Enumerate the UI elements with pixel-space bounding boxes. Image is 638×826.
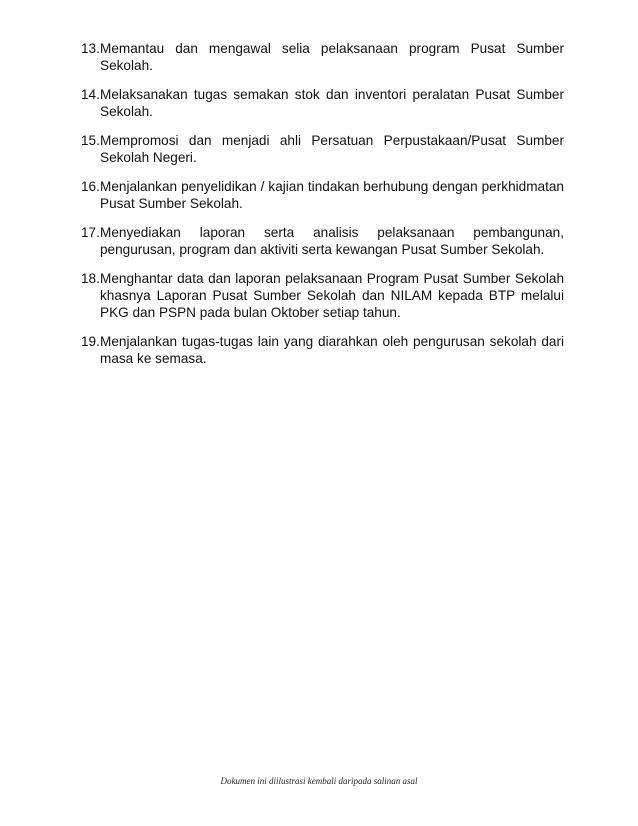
item-text: Mempromosi dan menjadi ahli Persatuan Perpustakaan/Pusat Sumber Sekolah Negeri. xyxy=(100,133,564,165)
item-number: 19. xyxy=(81,334,100,349)
duty-list xyxy=(81,40,564,379)
item-text: Menghantar data dan laporan pelaksanaan Program Pusat Sumber Sekolah khasnya Laporan Pusat Sumber Sekolah dan NILAM kepada BTP melalui PKG dan PSPN pada bulan Oktober setiap tahun. xyxy=(100,271,564,320)
item-text: Menjalankan tugas-tugas lain yang diarahkan oleh pengurusan sekolah dari masa ke semasa. xyxy=(100,334,564,366)
list-item xyxy=(81,132,564,166)
item-number: 14. xyxy=(81,87,100,102)
item-text: Menyediakan laporan serta analisis pelaksanaan pembangunan, pengurusan, program dan aktiviti serta kewangan Pusat Sumber Sekolah. xyxy=(100,225,564,257)
item-number: 15. xyxy=(81,133,100,148)
list-item xyxy=(81,178,564,212)
item-text: Menjalankan penyelidikan / kajian tindakan berhubung dengan perkhidmatan Pusat Sumber Sekolah. xyxy=(100,179,564,211)
item-text: Memantau dan mengawal selia pelaksanaan program Pusat Sumber Sekolah. xyxy=(100,41,564,73)
item-number: 18. xyxy=(81,271,100,286)
item-number: 17. xyxy=(81,225,100,240)
item-number: 16. xyxy=(81,179,100,194)
list-item xyxy=(81,333,564,367)
list-item xyxy=(81,40,564,74)
item-text: Melaksanakan tugas semakan stok dan inventori peralatan Pusat Sumber Sekolah. xyxy=(100,87,564,119)
list-item xyxy=(81,224,564,258)
footer-note: Dokumen ini diilustrasi kembali daripada salinan asal xyxy=(220,776,418,786)
list-item xyxy=(81,86,564,120)
list-item xyxy=(81,270,564,321)
item-number: 13. xyxy=(81,41,100,56)
